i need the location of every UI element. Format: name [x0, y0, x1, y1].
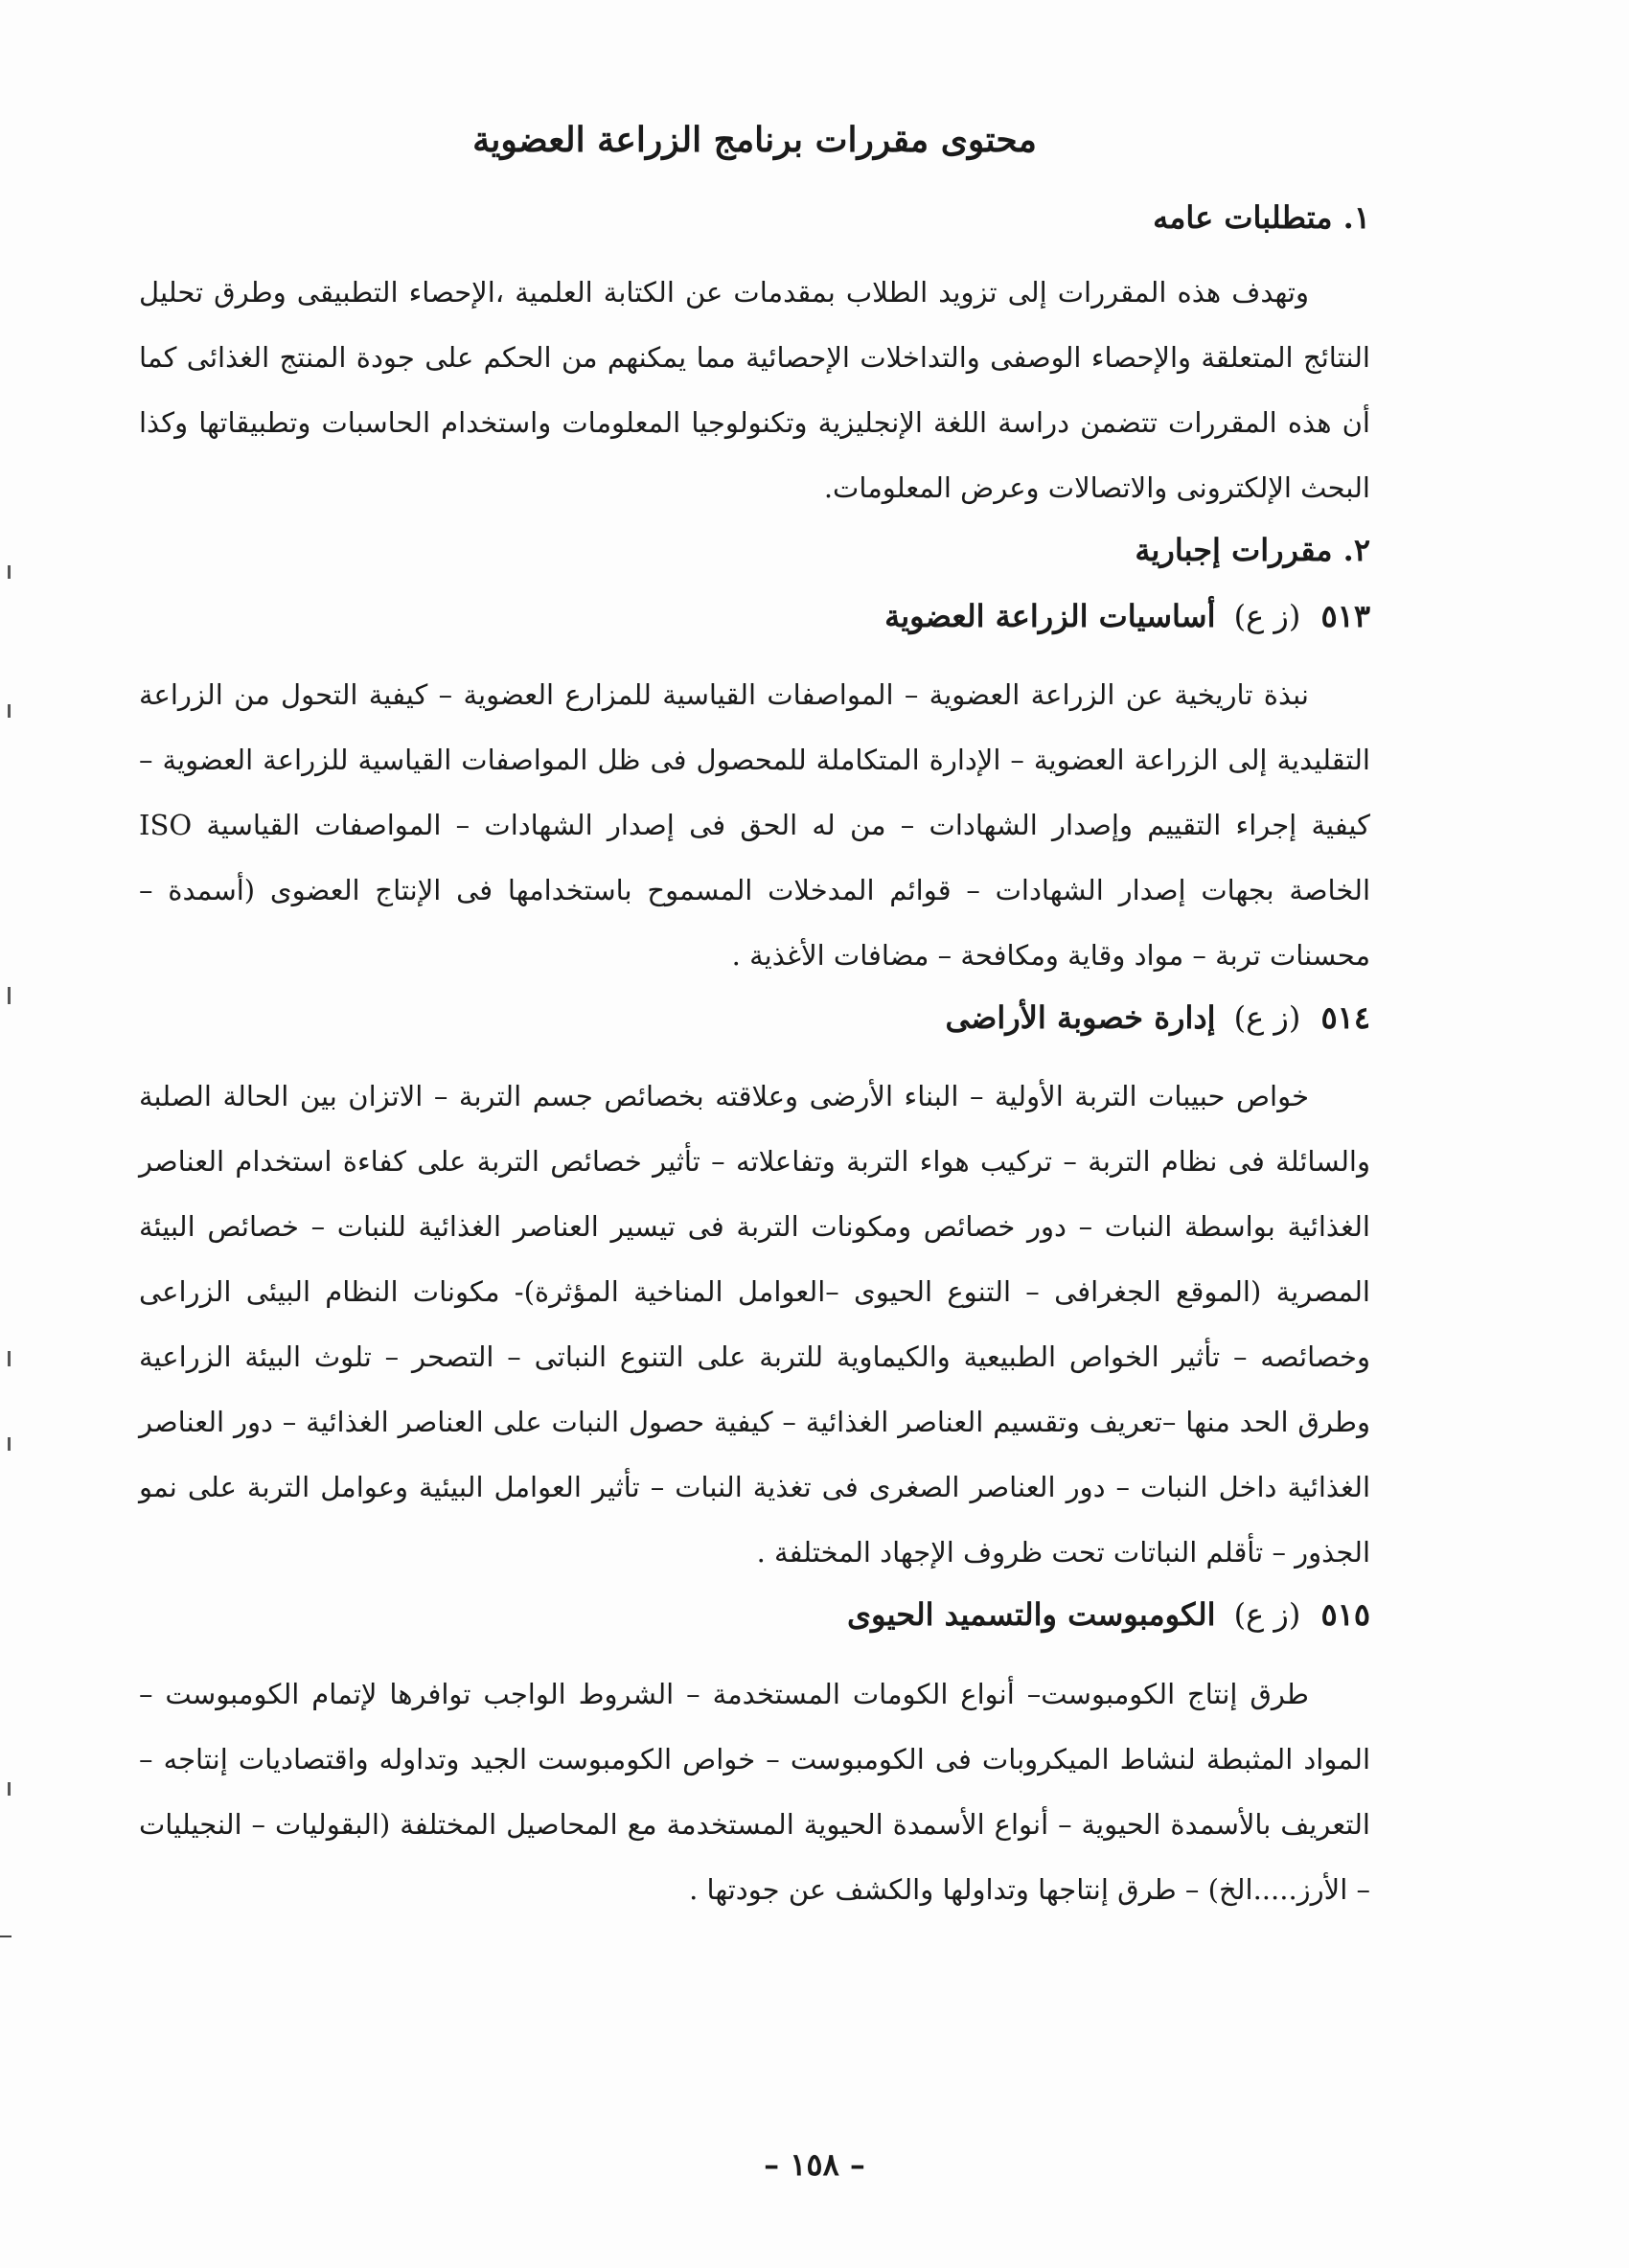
- course-block: [139, 1591, 1370, 1921]
- course-block: [139, 592, 1370, 988]
- course-credit: (ز ع): [1233, 1596, 1301, 1634]
- course-heading: [139, 994, 1370, 1042]
- scan-artifact: [8, 1782, 11, 1796]
- course-code: ٥١٣: [1320, 597, 1370, 634]
- page-title: محتوى مقررات برنامج الزراعة العضوية: [472, 120, 1037, 160]
- course-heading: [139, 1591, 1370, 1639]
- course-credit: (ز ع): [1233, 597, 1301, 634]
- scan-artifact: [0, 1936, 11, 1937]
- scan-artifact: [8, 704, 11, 718]
- course-name: أساسيات الزراعة العضوية: [884, 597, 1216, 634]
- scan-artifact: [8, 987, 11, 1004]
- course-description: خواص حبيبات التربة الأولية – البناء الأرضى وعلاقته بخصائص جسم التربة – الاتزان بين الحالة الصلبة والسائلة فى نظام التربة – تركيب هواء التربة وتفاعلاته – تأثير خصائص التربة على كفاءة استخدام العناصر الغذائية بواسطة النبات – دور خصائص ومكونات التربة فى تيسير العناصر الغذائية للنبات – خصائص البيئة المصرية (الموقع الجغرافى – التنوع الحيوى –العوامل المناخية المؤثرة)- مكونات النظام البيئى الزراعى وخصائصه – تأثير الخواص الطبيعية والكيماوية للتربة على التنوع النباتى – التصحر – تلوث البيئة الزراعية وطرق الحد منها –تعريف وتقسيم العناصر الغذائية – كيفية حصول النبات على العناصر الغذائية – دور العناصر الغذائية داخل النبات – دور العناصر الصغرى فى تغذية النبات – تأثير العوامل البيئية وعوامل التربة على نمو الجذور – تأقلم النباتات تحت ظروف الإجهاد المختلفة .: [139, 1080, 1370, 1569]
- course-code: ٥١٥: [1320, 1596, 1370, 1634]
- page-number: – ١٥٨ –: [764, 2146, 865, 2183]
- course-code: ٥١٤: [1320, 999, 1370, 1037]
- course-credit: (ز ع): [1233, 999, 1301, 1037]
- scan-artifact: [8, 565, 11, 579]
- course-name: الكومبوست والتسميد الحيوى: [847, 1596, 1216, 1634]
- document-body: [139, 113, 1370, 1928]
- course-name: إدارة خصوبة الأراضى: [945, 999, 1216, 1037]
- course-description: نبذة تاريخية عن الزراعة العضوية – المواصفات القياسية للمزارع العضوية – كيفية التحول من الزراعة التقليدية إلى الزراعة العضوية – الإدارة المتكاملة للمحصول فى ظل المواصفات القياسية للزراعة العضوية – كيفية إجراء التقييم وإصدار الشهادات – من له الحق فى إصدار الشهادات – المواصفات القياسية ISO الخاصة بجهات إصدار الشهادات – قوائم المدخلات المسموح باستخدامها فى الإنتاج العضوى (أسمدة – محسنات تربة – مواد وقاية ومكافحة – مضافات الأغذية .: [139, 678, 1370, 973]
- course-block: [139, 994, 1370, 1585]
- general-requirements-text: وتهدف هذه المقررات إلى تزويد الطلاب بمقدمات عن الكتابة العلمية ،الإحصاء التطبيقى وطرق تحليل النتائج المتعلقة والإحصاء الوصفى والتداخلات الإحصائية مما يمكنهم من الحكم على جودة المنتج الغذائى كما أن هذه المقررات تتضمن دراسة اللغة الإنجليزية وتكنولوجيا المعلومات واستخدام الحاسبات وتطبيقاتها وكذا البحث الإلكترونى والاتصالات وعرض المعلومات.: [139, 275, 1370, 504]
- section-heading-mandatory: ٢. مقررات إجبارية: [1135, 531, 1370, 568]
- course-description: طرق إنتاج الكومبوست– أنواع الكومات المستخدمة – الشروط الواجب توافرها لإتمام الكومبوست – المواد المثبطة لنشاط الميكروبات فى الكومبوست – خواص الكومبوست الجيد وتداوله واقتصاديات إنتاجه – التعريف بالأسمدة الحيوية – أنواع الأسمدة الحيوية المستخدمة مع المحاصيل المختلفة (البقوليات – النجيليات – الأرز.....الخ) – طرق إنتاجها وتداولها والكشف عن جودتها .: [139, 1677, 1370, 1906]
- scan-artifact: [8, 1437, 11, 1451]
- course-heading: [139, 592, 1370, 641]
- scan-artifact: [8, 1351, 11, 1366]
- section-heading-general: ١. متطلبات عامه: [1153, 198, 1370, 236]
